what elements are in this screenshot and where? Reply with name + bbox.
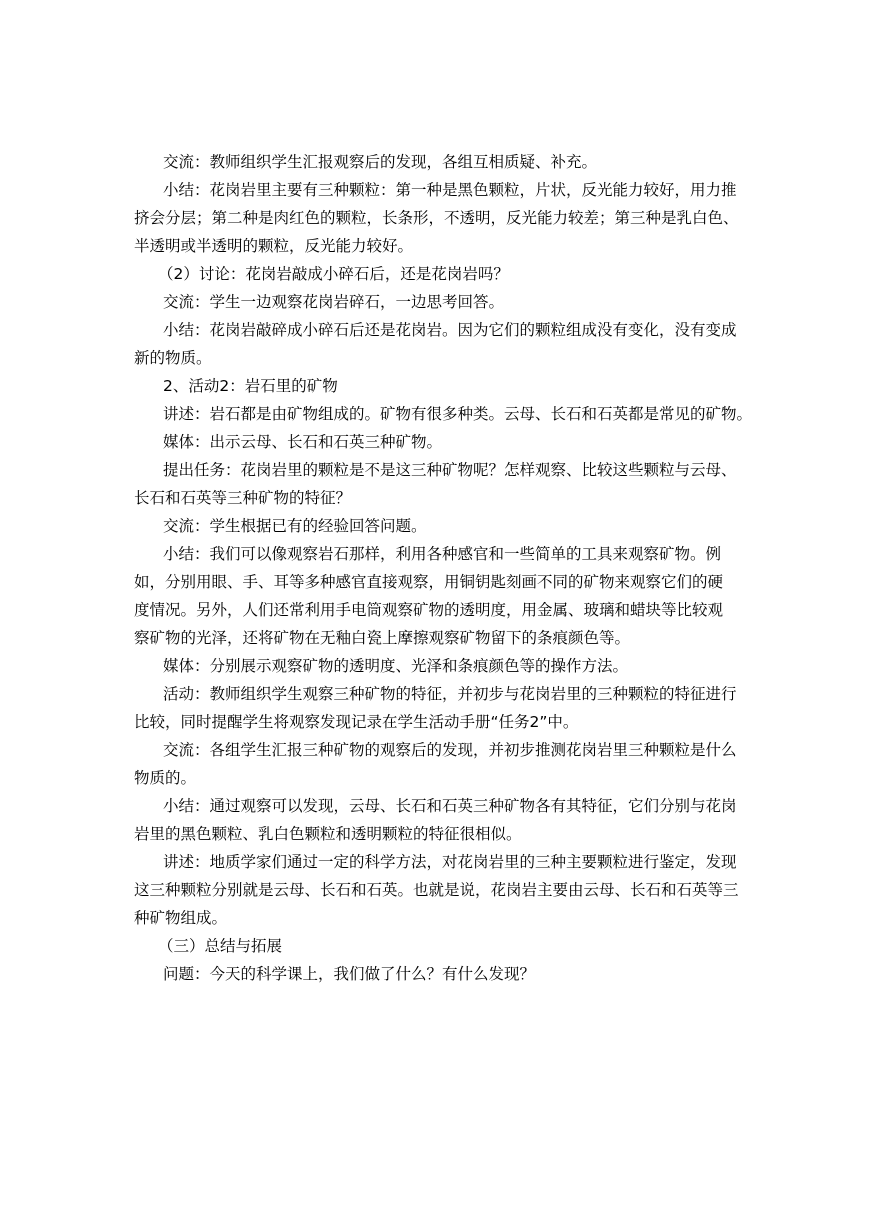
paragraph-line: 交流：教师组织学生汇报观察后的发现，各组互相质疑、补充。 xyxy=(163,153,598,171)
paragraph-line: 交流：学生根据已有的经验回答问题。 xyxy=(163,517,427,535)
paragraph-line: 交流：学生一边观察花岗岩碎石，一边思考回答。 xyxy=(163,293,505,311)
paragraph-line: 种矿物组成。 xyxy=(134,909,228,927)
paragraph-line: 媒体：出示云母、长石和石英三种矿物。 xyxy=(163,433,443,451)
paragraph-line: 讲述：岩石都是由矿物组成的。矿物有很多种类。云母、长石和石英都是常见的矿物。 xyxy=(163,405,753,423)
paragraph-line: 如，分别用眼、手、耳等多种感官直接观察，用铜钥匙刻画不同的矿物来观察它们的硬 xyxy=(134,573,724,591)
paragraph-line: 物质的。 xyxy=(134,769,197,787)
paragraph-line: 小结：我们可以像观察岩石那样，利用各种感官和一些简单的工具来观察矿物。例 xyxy=(163,545,722,563)
section-heading: 2、活动2：岩石里的矿物 xyxy=(163,377,338,395)
paragraph-line: 小结：花岗岩敲碎成小碎石后还是花岗岩。因为它们的颗粒组成没有变化，没有变成 xyxy=(163,321,737,339)
paragraph-line: 提出任务：花岗岩里的颗粒是不是这三种矿物呢？怎样观察、比较这些颗粒与云母、 xyxy=(163,461,737,479)
paragraph-line: 问题：今天的科学课上，我们做了什么？有什么发现？ xyxy=(163,965,536,983)
paragraph-line: 挤会分层；第二种是肉红色的颗粒，长条形，不透明，反光能力较差；第三种是乳白色、 xyxy=(134,209,739,227)
paragraph-line: 岩里的黑色颗粒、乳白色颗粒和透明颗粒的特征很相似。 xyxy=(134,825,522,843)
paragraph-line: 半透明或半透明的颗粒，反光能力较好。 xyxy=(134,237,414,255)
paragraph-line: 度情况。另外，人们还常利用手电筒观察矿物的透明度，用金属、玻璃和蜡块等比较观 xyxy=(134,601,724,619)
paragraph-line: 媒体：分别展示观察矿物的透明度、光泽和条痕颜色等的操作方法。 xyxy=(163,657,629,675)
paragraph-line: 新的物质。 xyxy=(134,349,212,367)
paragraph-line: 小结：花岗岩里主要有三种颗粒：第一种是黑色颗粒，片状，反光能力较好，用力推 xyxy=(163,181,737,199)
paragraph-line: 讲述：地质学家们通过一定的科学方法，对花岗岩里的三种主要颗粒进行鉴定，发现 xyxy=(163,853,737,871)
paragraph-line: （2）讨论：花岗岩敲成小碎石后，还是花岗岩吗？ xyxy=(158,265,509,283)
paragraph-line: 察矿物的光泽，还将矿物在无釉白瓷上摩擦观察矿物留下的条痕颜色等。 xyxy=(134,629,631,647)
paragraph-line: 交流：各组学生汇报三种矿物的观察后的发现，并初步推测花岗岩里三种颗粒是什么 xyxy=(163,741,737,759)
paragraph-line: 长石和石英等三种矿物的特征？ xyxy=(134,489,352,507)
paragraph-line: 这三种颗粒分别就是云母、长石和石英。也就是说，花岗岩主要由云母、长石和石英等三 xyxy=(134,881,739,899)
section-heading: （三）总结与拓展 xyxy=(158,937,283,955)
paragraph-line: 比较，同时提醒学生将观察发现记录在学生活动手册“任务2”中。 xyxy=(134,713,579,731)
paragraph-line: 小结：通过观察可以发现，云母、长石和石英三种矿物各有其特征，它们分别与花岗 xyxy=(163,797,737,815)
paragraph-line: 活动：教师组织学生观察三种矿物的特征，并初步与花岗岩里的三种颗粒的特征进行 xyxy=(163,685,737,703)
